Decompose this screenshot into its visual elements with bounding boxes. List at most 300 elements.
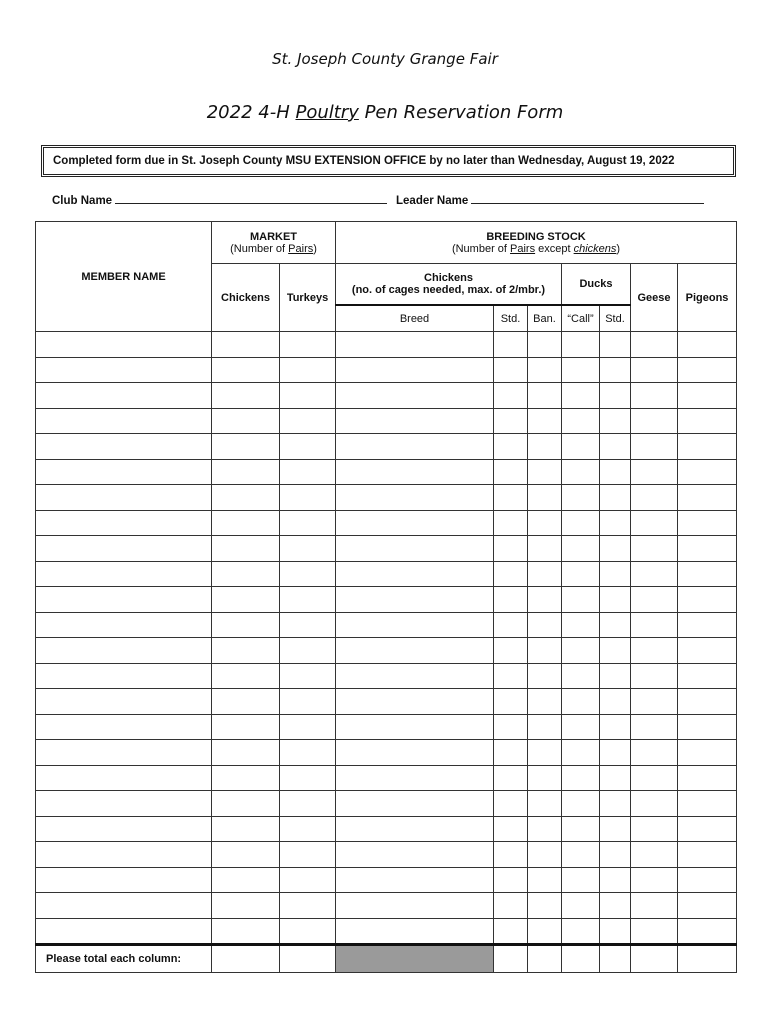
cell-turkeys[interactable] [280,867,336,893]
cell-call[interactable] [562,612,600,638]
leader-name-field[interactable] [396,192,704,207]
cell-market-chickens[interactable] [212,638,280,664]
cell-member-name[interactable] [36,689,212,715]
cell-member-name[interactable] [36,842,212,868]
cell-pigeons[interactable] [678,816,737,842]
table-row [36,765,737,791]
ban-header: Ban. [528,305,562,332]
cell-call[interactable] [562,663,600,689]
cell-turkeys[interactable] [280,536,336,562]
cell-duck-std[interactable] [600,638,631,664]
cell-call[interactable] [562,893,600,919]
cell-member-name[interactable] [36,714,212,740]
cell-market-chickens[interactable] [212,332,280,358]
cell-breed[interactable] [336,842,494,868]
cell-geese[interactable] [631,918,678,945]
cell-turkeys[interactable] [280,638,336,664]
cell-call[interactable] [562,740,600,766]
cell-pigeons[interactable] [678,383,737,409]
cell-turkeys[interactable] [280,434,336,460]
cell-breed[interactable] [336,434,494,460]
cell-std[interactable] [494,867,528,893]
cell-pigeons[interactable] [678,714,737,740]
table-row [36,918,737,945]
cell-std[interactable] [494,357,528,383]
cell-geese[interactable] [631,485,678,511]
cell-geese[interactable] [631,663,678,689]
breeding-chickens-sub: (no. of cages needed, max. of 2/mbr.) [351,284,546,296]
cell-turkeys[interactable] [280,791,336,817]
cell-breed[interactable] [336,765,494,791]
cell-breed[interactable] [336,561,494,587]
cell-pigeons[interactable] [678,842,737,868]
cell-member-name[interactable] [36,536,212,562]
cell-call[interactable] [562,689,600,715]
cell-geese[interactable] [631,791,678,817]
table-row [36,587,737,613]
cell-breed[interactable] [336,893,494,919]
cell-member-name[interactable] [36,434,212,460]
total-cell-geese[interactable] [631,945,678,973]
reservation-table [35,221,737,973]
cell-ban[interactable] [528,638,562,664]
cell-duck-std[interactable] [600,816,631,842]
club-name-field[interactable] [52,192,387,207]
cell-market-chickens[interactable] [212,408,280,434]
cell-geese[interactable] [631,357,678,383]
cell-call[interactable] [562,587,600,613]
cell-ban[interactable] [528,536,562,562]
cell-call[interactable] [562,561,600,587]
cell-member-name[interactable] [36,383,212,409]
cell-std[interactable] [494,689,528,715]
table-row [36,408,737,434]
cell-member-name[interactable] [36,740,212,766]
cell-market-chickens[interactable] [212,867,280,893]
cell-geese[interactable] [631,867,678,893]
breeding-sub-post: ) [616,242,621,255]
table-row [36,357,737,383]
cell-member-name[interactable] [36,485,212,511]
cell-turkeys[interactable] [280,663,336,689]
cell-breed[interactable] [336,612,494,638]
geese-header: Geese [631,264,678,332]
cell-geese[interactable] [631,459,678,485]
cell-turkeys[interactable] [280,816,336,842]
cell-turkeys[interactable] [280,740,336,766]
cell-std[interactable] [494,740,528,766]
cell-duck-std[interactable] [600,689,631,715]
cell-duck-std[interactable] [600,357,631,383]
cell-ban[interactable] [528,408,562,434]
market-sub-post: ) [313,242,317,255]
cell-market-chickens[interactable] [212,561,280,587]
cell-std[interactable] [494,791,528,817]
cell-ban[interactable] [528,510,562,536]
table-row [36,740,737,766]
cell-call[interactable] [562,638,600,664]
cell-turkeys[interactable] [280,357,336,383]
cell-market-chickens[interactable] [212,536,280,562]
cell-market-chickens[interactable] [212,816,280,842]
total-cell-market-chickens[interactable] [212,945,280,973]
cell-pigeons[interactable] [678,791,737,817]
cell-duck-std[interactable] [600,434,631,460]
cell-market-chickens[interactable] [212,663,280,689]
cell-geese[interactable] [631,587,678,613]
cell-ban[interactable] [528,791,562,817]
cell-std[interactable] [494,510,528,536]
cell-turkeys[interactable] [280,332,336,358]
table-row [36,612,737,638]
cell-market-chickens[interactable] [212,791,280,817]
cell-geese[interactable] [631,561,678,587]
cell-std[interactable] [494,459,528,485]
cell-duck-std[interactable] [600,765,631,791]
cell-call[interactable] [562,842,600,868]
cell-std[interactable] [494,587,528,613]
cell-std[interactable] [494,612,528,638]
cell-geese[interactable] [631,383,678,409]
cell-market-chickens[interactable] [212,612,280,638]
cell-ban[interactable] [528,918,562,945]
cell-pigeons[interactable] [678,408,737,434]
market-sub-pre: (Number of [230,242,289,255]
cell-ban[interactable] [528,842,562,868]
cell-ban[interactable] [528,383,562,409]
cell-std[interactable] [494,816,528,842]
total-cell-std[interactable] [494,945,528,973]
due-notice-text: Completed form due in St. Joseph County MSU EXTENSION OFFICE by no later than Wednesday, August 19, 2022 [53,155,675,167]
club-name-label: Club Name [52,195,113,207]
cell-breed[interactable] [336,587,494,613]
cell-std[interactable] [494,638,528,664]
cell-breed[interactable] [336,791,494,817]
cell-member-name[interactable] [36,612,212,638]
cell-call[interactable] [562,816,600,842]
cell-ban[interactable] [528,459,562,485]
cell-duck-std[interactable] [600,408,631,434]
cell-member-name[interactable] [36,765,212,791]
breeding-sub-chickens: chickens [573,242,617,255]
ducks-header: Ducks [562,264,631,306]
cell-ban[interactable] [528,485,562,511]
cell-geese[interactable] [631,434,678,460]
cell-member-name[interactable] [36,867,212,893]
fair-name: St. Joseph County Grange Fair [272,50,498,68]
cell-std[interactable] [494,714,528,740]
cell-market-chickens[interactable] [212,383,280,409]
cell-turkeys[interactable] [280,383,336,409]
cell-turkeys[interactable] [280,459,336,485]
cell-pigeons[interactable] [678,459,737,485]
cell-geese[interactable] [631,612,678,638]
cell-pigeons[interactable] [678,587,737,613]
cell-market-chickens[interactable] [212,893,280,919]
cell-duck-std[interactable] [600,510,631,536]
total-cell-duck-std[interactable] [600,945,631,973]
due-notice [41,145,736,177]
breeding-header [336,222,737,264]
cell-call[interactable] [562,434,600,460]
cell-breed[interactable] [336,485,494,511]
cell-turkeys[interactable] [280,561,336,587]
cell-breed[interactable] [336,357,494,383]
total-row [36,945,737,973]
cell-ban[interactable] [528,561,562,587]
breed-header: Breed [336,305,494,332]
cell-duck-std[interactable] [600,587,631,613]
cell-member-name[interactable] [36,893,212,919]
cell-std[interactable] [494,918,528,945]
cell-turkeys[interactable] [280,510,336,536]
cell-market-chickens[interactable] [212,740,280,766]
cell-ban[interactable] [528,714,562,740]
cell-geese[interactable] [631,816,678,842]
cell-duck-std[interactable] [600,612,631,638]
total-cell-call[interactable] [562,945,600,973]
cell-std[interactable] [494,893,528,919]
cell-breed[interactable] [336,740,494,766]
cell-duck-std[interactable] [600,485,631,511]
cell-call[interactable] [562,332,600,358]
cell-market-chickens[interactable] [212,689,280,715]
cell-pigeons[interactable] [678,867,737,893]
cell-duck-std[interactable] [600,459,631,485]
cell-geese[interactable] [631,510,678,536]
cell-pigeons[interactable] [678,740,737,766]
cell-call[interactable] [562,459,600,485]
cell-duck-std[interactable] [600,383,631,409]
cell-std[interactable] [494,765,528,791]
cell-call[interactable] [562,536,600,562]
cell-member-name[interactable] [36,561,212,587]
cell-ban[interactable] [528,663,562,689]
cell-call[interactable] [562,357,600,383]
cell-duck-std[interactable] [600,536,631,562]
cell-ban[interactable] [528,434,562,460]
cell-member-name[interactable] [36,663,212,689]
market-label: MARKET [249,230,298,243]
cell-ban[interactable] [528,740,562,766]
duck-std-header: Std. [600,305,631,332]
breeding-label: BREEDING STOCK [486,230,586,243]
cell-breed[interactable] [336,689,494,715]
cell-duck-std[interactable] [600,332,631,358]
form-title-post: Pen Reservation Form [358,102,564,123]
cell-member-name[interactable] [36,638,212,664]
cell-ban[interactable] [528,357,562,383]
cell-turkeys[interactable] [280,408,336,434]
cell-pigeons[interactable] [678,434,737,460]
cell-duck-std[interactable] [600,663,631,689]
cell-breed[interactable] [336,918,494,945]
cell-breed[interactable] [336,867,494,893]
cell-turkeys[interactable] [280,714,336,740]
cell-market-chickens[interactable] [212,485,280,511]
cell-breed[interactable] [336,510,494,536]
cell-market-chickens[interactable] [212,842,280,868]
cell-duck-std[interactable] [600,867,631,893]
cell-member-name[interactable] [36,459,212,485]
table-row [36,332,737,358]
cell-geese[interactable] [631,638,678,664]
cell-turkeys[interactable] [280,918,336,945]
cell-market-chickens[interactable] [212,510,280,536]
cell-turkeys[interactable] [280,485,336,511]
cell-call[interactable] [562,714,600,740]
cell-call[interactable] [562,765,600,791]
cell-breed[interactable] [336,408,494,434]
cell-duck-std[interactable] [600,561,631,587]
total-label: Please total each column: [36,945,212,973]
cell-breed[interactable] [336,459,494,485]
table-row [36,842,737,868]
club-name-blank[interactable] [115,192,387,204]
cell-member-name[interactable] [36,816,212,842]
cell-ban[interactable] [528,867,562,893]
cell-breed[interactable] [336,714,494,740]
cell-member-name[interactable] [36,332,212,358]
cell-geese[interactable] [631,689,678,715]
cell-std[interactable] [494,842,528,868]
cell-market-chickens[interactable] [212,587,280,613]
cell-duck-std[interactable] [600,714,631,740]
cell-ban[interactable] [528,893,562,919]
cell-pigeons[interactable] [678,485,737,511]
form-title [0,102,770,123]
total-cell-turkeys[interactable] [280,945,336,973]
table-row [36,867,737,893]
cell-market-chickens[interactable] [212,459,280,485]
table-row [36,485,737,511]
cell-turkeys[interactable] [280,689,336,715]
cell-pigeons[interactable] [678,689,737,715]
cell-turkeys[interactable] [280,893,336,919]
cell-pigeons[interactable] [678,612,737,638]
table-row [36,561,737,587]
cell-member-name[interactable] [36,357,212,383]
leader-name-blank[interactable] [471,192,704,204]
market-sub-pairs: Pairs [288,242,314,255]
cell-std[interactable] [494,561,528,587]
cell-duck-std[interactable] [600,893,631,919]
cell-std[interactable] [494,383,528,409]
cell-std[interactable] [494,536,528,562]
cell-pigeons[interactable] [678,918,737,945]
breeding-sub-pairs: Pairs [510,242,536,255]
cell-std[interactable] [494,485,528,511]
cell-call[interactable] [562,791,600,817]
cell-ban[interactable] [528,587,562,613]
cell-member-name[interactable] [36,587,212,613]
cell-geese[interactable] [631,765,678,791]
cell-std[interactable] [494,332,528,358]
cell-geese[interactable] [631,842,678,868]
cell-call[interactable] [562,408,600,434]
cell-call[interactable] [562,918,600,945]
cell-geese[interactable] [631,408,678,434]
cell-geese[interactable] [631,332,678,358]
cell-call[interactable] [562,383,600,409]
cell-breed[interactable] [336,536,494,562]
cell-duck-std[interactable] [600,842,631,868]
cell-market-chickens[interactable] [212,434,280,460]
cell-call[interactable] [562,485,600,511]
cell-pigeons[interactable] [678,561,737,587]
cell-market-chickens[interactable] [212,357,280,383]
cell-pigeons[interactable] [678,765,737,791]
cell-pigeons[interactable] [678,357,737,383]
total-cell-pigeons[interactable] [678,945,737,973]
breeding-sub-mid: except [535,242,574,255]
pigeons-header: Pigeons [678,264,737,332]
cell-ban[interactable] [528,765,562,791]
cell-geese[interactable] [631,740,678,766]
total-cell-breed-shaded [336,945,494,973]
cell-ban[interactable] [528,332,562,358]
table-row [36,714,737,740]
cell-market-chickens[interactable] [212,918,280,945]
cell-pigeons[interactable] [678,510,737,536]
cell-call[interactable] [562,510,600,536]
cell-turkeys[interactable] [280,765,336,791]
cell-breed[interactable] [336,638,494,664]
cell-ban[interactable] [528,816,562,842]
table-row [36,791,737,817]
breeding-sub [336,243,736,255]
cell-breed[interactable] [336,816,494,842]
cell-ban[interactable] [528,612,562,638]
cell-member-name[interactable] [36,918,212,945]
cell-pigeons[interactable] [678,536,737,562]
cell-pigeons[interactable] [678,332,737,358]
table-row [36,638,737,664]
cell-geese[interactable] [631,536,678,562]
total-cell-ban[interactable] [528,945,562,973]
cell-breed[interactable] [336,332,494,358]
cell-pigeons[interactable] [678,638,737,664]
market-chickens-header: Chickens [212,264,280,332]
cell-member-name[interactable] [36,791,212,817]
cell-market-chickens[interactable] [212,765,280,791]
cell-call[interactable] [562,867,600,893]
cell-ban[interactable] [528,689,562,715]
cell-std[interactable] [494,434,528,460]
cell-geese[interactable] [631,714,678,740]
cell-turkeys[interactable] [280,587,336,613]
table-row [36,689,737,715]
table-row [36,663,737,689]
cell-duck-std[interactable] [600,791,631,817]
cell-std[interactable] [494,663,528,689]
market-sub [212,243,335,255]
cell-member-name[interactable] [36,408,212,434]
cell-std[interactable] [494,408,528,434]
cell-member-name[interactable] [36,510,212,536]
cell-pigeons[interactable] [678,663,737,689]
cell-breed[interactable] [336,383,494,409]
cell-pigeons[interactable] [678,893,737,919]
cell-turkeys[interactable] [280,612,336,638]
form-title-pre: 2022 4-H [206,102,296,123]
cell-duck-std[interactable] [600,740,631,766]
cell-duck-std[interactable] [600,918,631,945]
cell-geese[interactable] [631,893,678,919]
cell-breed[interactable] [336,663,494,689]
cell-market-chickens[interactable] [212,714,280,740]
cell-turkeys[interactable] [280,842,336,868]
